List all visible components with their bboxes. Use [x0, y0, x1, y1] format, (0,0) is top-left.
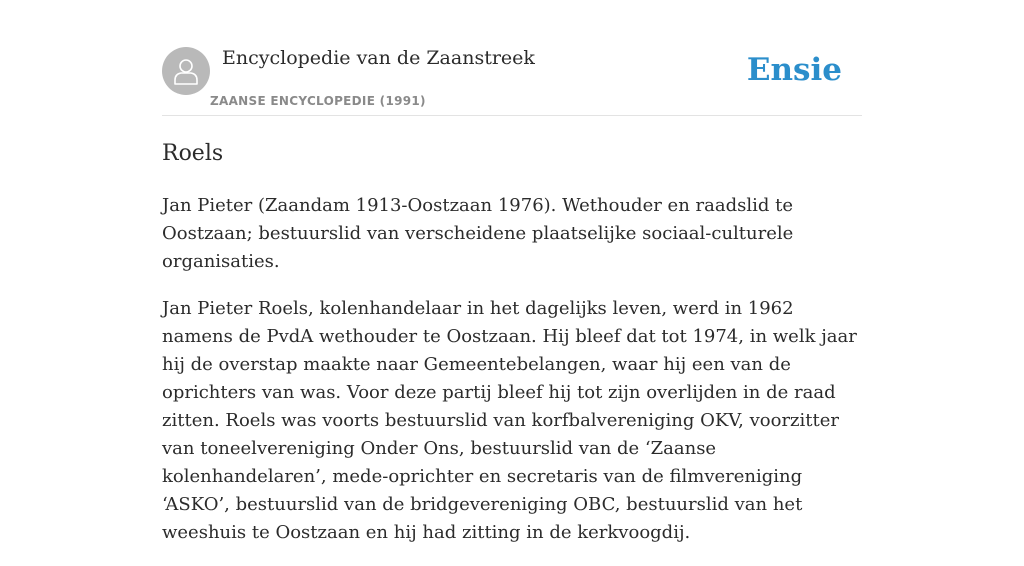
brand-logo[interactable]: Ensie — [746, 52, 842, 88]
header-divider — [162, 115, 862, 116]
article-paragraph: Jan Pieter Roels, kolenhandelaar in het dagelijks leven, werd in 1962 namens de PvdA wethouder te Oostzaan. Hij bleef dat tot 1974, in welk jaar hij de overstap maakte naar Gemeentebelangen, waar hij een van de oprichters van was. Voor deze partij bleef hij tot zijn overlijden in de raad zitten. Roels was voorts bestuurslid van korfbalvereniging OKV, voorzitter van toneelvereniging Onder Ons, bestuurslid van de ‘Zaanse kolenhandelaren’, mede-oprichter en secretaris van de filmvereniging ‘ASKO’, bestuurslid van de bridgevereniging OBC, bestuurslid van het weeshuis te Oostzaan en hij had zitting in de kerkvoogdij. — [162, 298, 857, 543]
article-body — [162, 192, 862, 566]
article-paragraph: Jan Pieter (Zaandam 1913-Oostzaan 1976). Wethouder en raadslid te Oostzaan; bestuurslid van verscheidene plaatselijke sociaal-culturele organisaties. — [162, 195, 794, 272]
person-outline-icon — [172, 56, 200, 86]
article-title: Roels — [162, 141, 224, 166]
source-subtitle: ZAANSE ENCYCLOPEDIE (1991) — [210, 94, 426, 108]
user-avatar-icon[interactable] — [162, 47, 210, 95]
source-title-link[interactable]: Encyclopedie van de Zaanstreek — [222, 47, 535, 69]
